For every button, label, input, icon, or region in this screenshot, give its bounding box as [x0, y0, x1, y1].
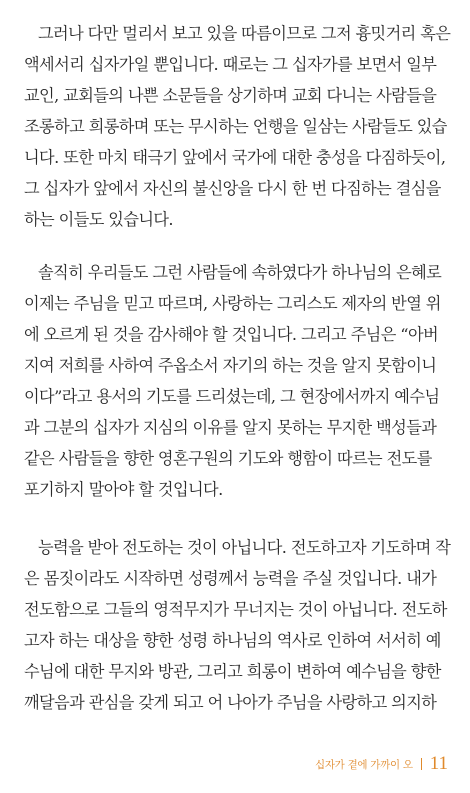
text-line: 조롱하고 희롱하며 또는 무시하는 언행을 일삼는 사람들도 있습	[24, 117, 447, 136]
text-line: 과 그분의 십자가 지심의 이유를 알지 못하는 무지한 백성들과	[24, 418, 437, 437]
page-number: 11	[429, 753, 448, 774]
footer-divider	[421, 758, 422, 770]
paragraph-3	[24, 532, 454, 718]
text-line: 수님에 대한 무지와 방관, 그리고 희롱이 변하여 예수님을 향한	[24, 662, 441, 681]
text-line: 전도함으로 그들의 영적무지가 무너지는 것이 아닙니다. 전도하	[24, 600, 447, 619]
text-line: 깨달음과 관심을 갖게 되고 어 나아가 주님을 사랑하고 의지하	[24, 693, 437, 712]
paragraph-2	[24, 257, 454, 505]
text-line: 이제는 주님을 믿고 따르며, 사랑하는 그리스도 제자의 반열 위	[24, 294, 441, 313]
paragraph-1	[24, 18, 454, 235]
text-line: 니다. 또한 마치 태극기 앞에서 국가에 대한 충성을 다짐하듯이,	[24, 148, 446, 167]
page-footer	[315, 752, 448, 776]
text-line: 고자 하는 대상을 향한 성령 하나님의 역사로 인하여 서서히 예	[24, 631, 441, 650]
text-line: 은 몸짓이라도 시작하면 성령께서 능력을 주실 것입니다. 내가	[24, 569, 437, 588]
text-line: 그러나 다만 멀리서 보고 있을 따름이므로 그저 흉밋거리 혹은	[38, 24, 451, 43]
text-line: 그 십자가 앞에서 자신의 불신앙을 다시 한 번 다짐하는 결심을	[24, 179, 441, 198]
text-line: 같은 사람들을 향한 영혼구원의 기도와 행함이 따르는 전도를	[24, 449, 432, 468]
text-line: 이다”라고 용서의 기도를 드리셨는데, 그 현장에서까지 예수님	[24, 387, 440, 406]
text-line: 에 오르게 된 것을 감사해야 할 것입니다. 그리고 주님은 “아버	[24, 325, 439, 344]
text-line: 교인, 교회들의 나쁜 소문들을 상기하며 교회 다니는 사람들을	[24, 86, 437, 105]
text-line: 하는 이들도 있습니다.	[24, 210, 173, 229]
text-line: 능력을 받아 전도하는 것이 아닙니다. 전도하고자 기도하며 작	[38, 538, 451, 557]
text-line: 포기하지 말아야 할 것입니다.	[24, 480, 223, 499]
running-title: 십자가 곁에 가까이 오	[315, 758, 413, 771]
text-line: 액세서리 십자가일 뿐입니다. 때로는 그 십자가를 보면서 일부	[24, 55, 437, 74]
text-line: 지여 저희를 사하여 주옵소서 자기의 하는 것을 알지 못함이니	[24, 356, 437, 375]
text-line: 솔직히 우리들도 그런 사람들에 속하였다가 하나님의 은혜로	[38, 263, 442, 282]
